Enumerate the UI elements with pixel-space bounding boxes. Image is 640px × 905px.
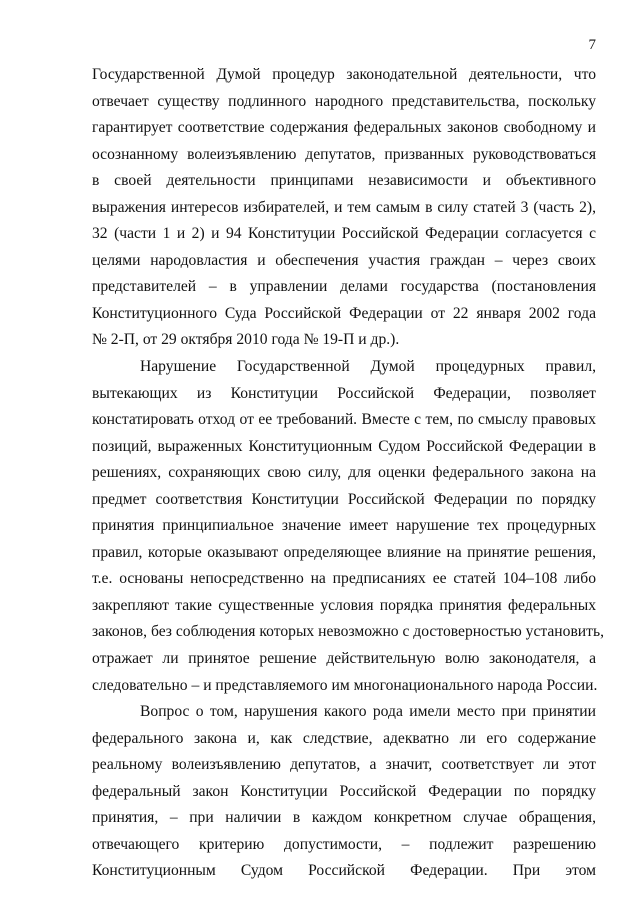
text-line: отражает ли принятое решение действительную волю законодателя, а (92, 650, 596, 668)
text-line: принятия принципиальное значение имеет нарушение тех процедурных (92, 517, 596, 535)
text-line: целями народовластия и обеспечения участия граждан – через своих (92, 251, 596, 269)
text-line: законов, без соблюдения которых невозможно с достоверностью установить, (92, 623, 604, 641)
text-line: вытекающих из Конституции Российской Федерации, позволяет (92, 384, 596, 402)
text-line: осознанному волеизъявлению депутатов, призванных руководствоваться (92, 145, 596, 163)
text-line: констатировать отход от ее требований. Вместе с тем, по смыслу правовых (92, 411, 596, 429)
text-line: федерального закона и, как следствие, адекватно ли его содержание (92, 729, 596, 747)
text-line: т.е. основаны непосредственно на предписаниях ее статей 104–108 либо (92, 570, 596, 588)
text-line: позиций, выраженных Конституционным Судом Российской Федерации в (92, 437, 596, 455)
text-line: федеральный закон Конституции Российской Федерации по порядку (92, 782, 596, 800)
text-line: Государственной Думой процедур законодательной деятельности, что (92, 66, 596, 83)
text-line: представителей – в управлении делами государства (постановления (92, 278, 596, 296)
text-line: закрепляют такие существенные условия порядка принятия федеральных (92, 596, 596, 614)
paragraph (92, 354, 604, 699)
text-line: Нарушение Государственной Думой процедурных правил, (140, 358, 596, 376)
text-line: № 2-П, от 29 октября 2010 года № 19-П и др.). (92, 331, 400, 349)
text-line: Конституционным Судом Российской Федерации. При этом (92, 862, 596, 880)
text-line: реальному волеизъявлению депутатов, а значит, соответствует ли этот (92, 756, 596, 774)
text-line: следовательно – и представляемого им многонационального народа России. (92, 676, 598, 694)
text-line: Конституционного Суда Российской Федерации от 22 января 2002 года (92, 304, 596, 322)
paragraph (92, 699, 596, 885)
text-line: отвечающего критерию допустимости, – подлежит разрешению (92, 835, 596, 853)
text-line: 32 (части 1 и 2) и 94 Конституции Российской Федерации согласуется с (92, 225, 596, 243)
text-line: принятия, – при наличии в каждом конкретном случае обращения, (92, 809, 596, 827)
paragraph (92, 62, 596, 354)
text-line: Вопрос о том, нарушения какого рода имели место при принятии (140, 703, 596, 721)
text-line: в своей деятельности принципами независимости и объективного (92, 172, 596, 190)
document-body (92, 62, 604, 885)
text-line: отвечает существу подлинного народного представительства, поскольку (92, 92, 596, 110)
text-line: правил, которые оказывают определяющее влияние на принятие решения, (92, 543, 596, 561)
text-line: предмет соответствия Конституции Российской Федерации по порядку (92, 490, 596, 508)
page-number: 7 (588, 37, 596, 53)
text-line: гарантирует соответствие содержания федеральных законов свободному и (92, 119, 596, 137)
text-line: решениях, сохраняющих свою силу, для оценки федерального закона на (92, 464, 596, 482)
text-line: выражения интересов избирателей, и тем самым в силу статей 3 (часть 2), (92, 198, 596, 216)
